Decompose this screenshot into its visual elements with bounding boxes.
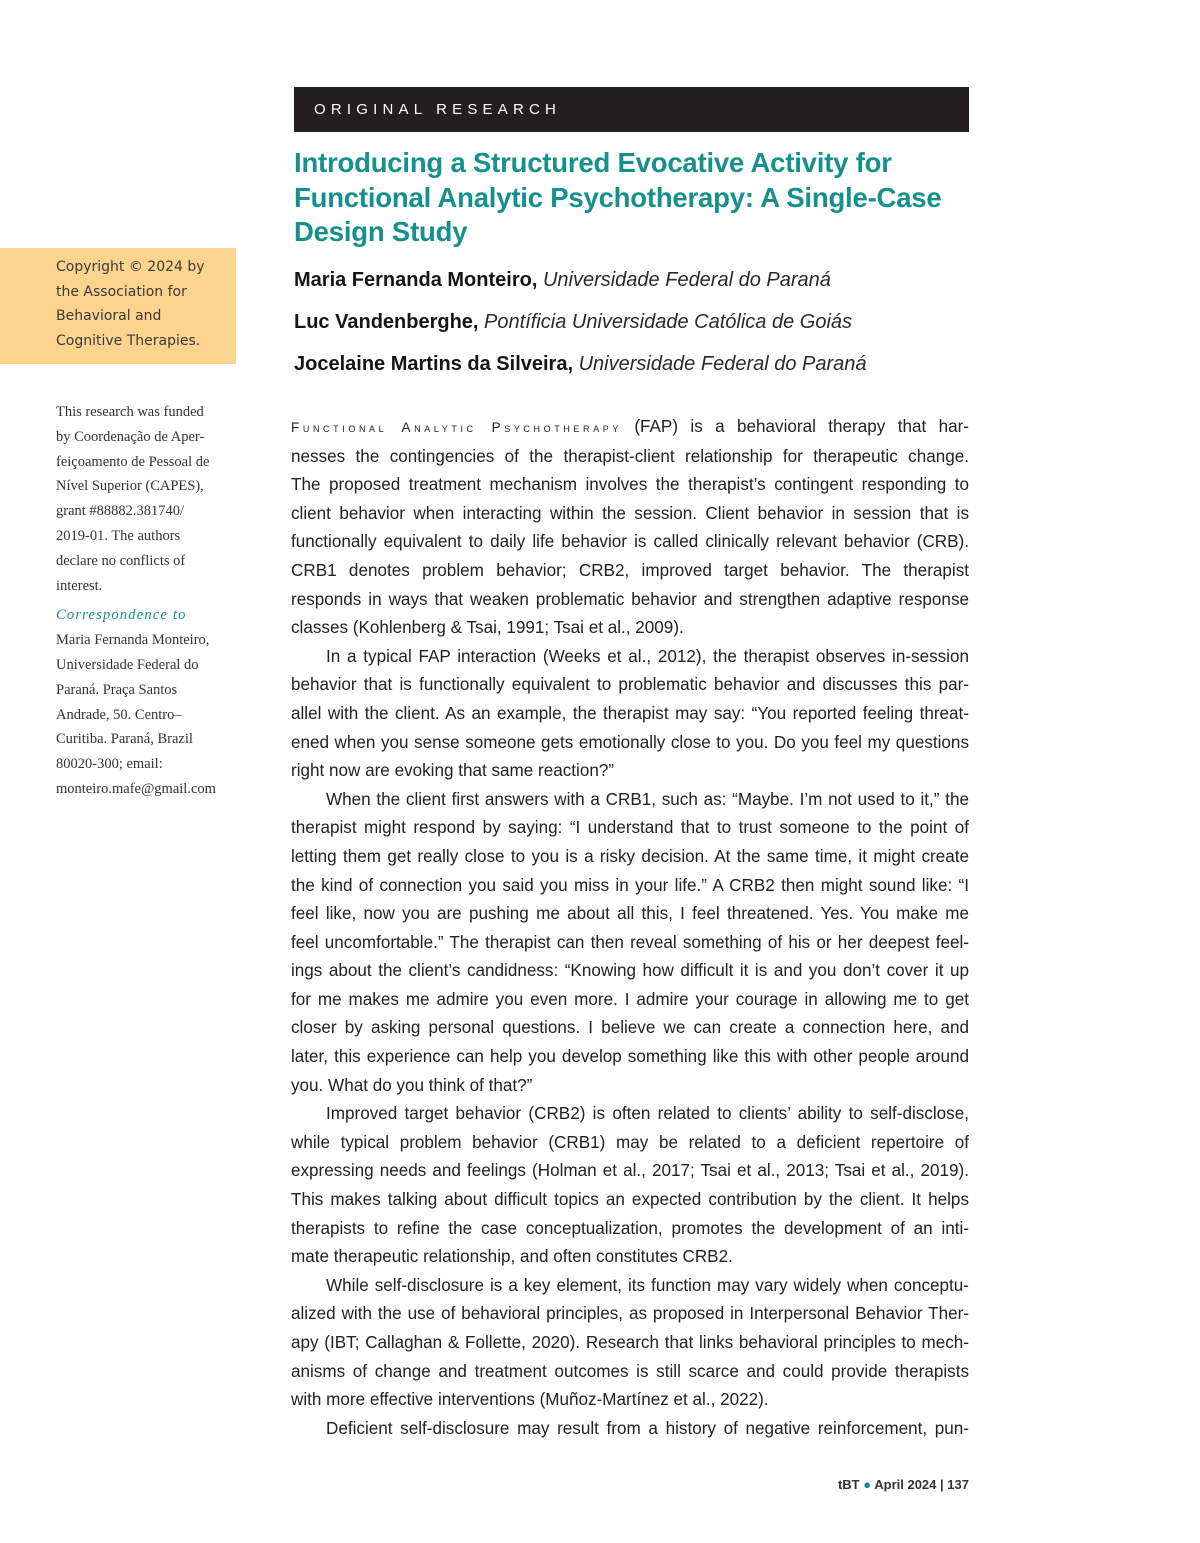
author-name: Jocelaine Martins da Silveira,: [294, 353, 574, 375]
correspondence-line: 80020-300; email:: [56, 756, 163, 773]
article-title: [294, 146, 984, 250]
body-line: later, this experience can help you develop something like this with other people around: [291, 1047, 969, 1067]
copyright-box: [0, 248, 236, 364]
correspondence-line: Andrade, 50. Centro–: [56, 706, 182, 723]
sidebar-notes: [56, 400, 236, 802]
issue-date: April 2024: [874, 1477, 937, 1492]
funding-line: interest.: [56, 577, 103, 594]
bullet-icon: ●: [863, 1477, 872, 1492]
body-line: apy (IBT; Callaghan & Follette, 2020). Research that links behavioral principles to mech-: [291, 1333, 969, 1352]
author-1: [294, 267, 994, 293]
author-affiliation: Universidade Federal do Paraná: [578, 353, 867, 375]
page-footer: [838, 1477, 969, 1492]
body-line: The proposed treatment mechanism involves the therapist’s contingent responding to: [291, 475, 969, 495]
title-line: Functional Analytic Psychotherapy: A Single-Case: [294, 181, 942, 213]
author-affiliation: Universidade Federal do Paraná: [542, 269, 831, 291]
copyright-line: Copyright © 2024 by: [56, 259, 205, 275]
correspondence-line: Maria Fernanda Monteiro,: [56, 632, 210, 649]
copyright-line: the Association for: [56, 283, 187, 300]
body-line: closer by asking personal questions. I believe we can create a connection here, and: [291, 1018, 969, 1038]
funding-note: [56, 400, 236, 598]
funding-line: 2019-01. The authors: [56, 527, 181, 544]
body-line: This makes talking about difficult topics an expected contribution by the client. It helps: [291, 1190, 969, 1210]
body-line: right now are evoking that same reaction?”: [291, 761, 615, 781]
body-line: allel with the client. As an example, the therapist may say: “You reported feeling threat-: [291, 703, 969, 723]
author-name: Maria Fernanda Monteiro,: [294, 269, 538, 291]
body-line: Improved target behavior (CRB2) is often related to clients’ ability to self-disclose,: [326, 1104, 969, 1124]
body-line: the kind of connection you said you miss in your life.” A CRB2 then might sound like: “I: [291, 875, 969, 895]
correspondence-line: Curitiba. Paraná, Brazil: [56, 731, 193, 748]
body-line: classes (Kohlenberg & Tsai, 1991; Tsai et al., 2009).: [291, 618, 684, 638]
body-line: therapists to refine the case conceptualization, promotes the development of an inti-: [291, 1218, 969, 1238]
body-line: feel like, now you are pushing me about all this, I feel threatened. Yes. You make me: [291, 904, 969, 924]
author-2: [294, 309, 994, 335]
body-line: When the client first answers with a CRB1, such as: “Maybe. I’m not used to it,” the: [326, 789, 969, 809]
lead-smallcaps: Functional Analytic Psychotherapy: [291, 420, 622, 435]
body-line: ened when you sense someone gets emotionally close to you. Do you feel my questions: [291, 732, 969, 752]
body-line: responds in ways that weaken problematic behavior and strengthen adaptive response: [291, 589, 969, 609]
section-label: ORIGINAL RESEARCH: [314, 101, 562, 118]
body-lines: [291, 443, 969, 1444]
body-line: Deficient self-disclosure may result from a history of negative reinforcement, pun-: [326, 1418, 969, 1438]
body-line: with more effective interventions (Muñoz-Martínez et al., 2022).: [291, 1390, 769, 1410]
lead-rest: (FAP) is a behavioral therapy that har-: [621, 417, 969, 436]
body-line: you. What do you think of that?”: [291, 1075, 533, 1095]
body-line: behavior that is functionally equivalent to problematic behavior and discusses this par-: [291, 675, 969, 695]
body-line: nesses the contingencies of the therapist-client relationship for therapeutic change.: [291, 446, 969, 466]
article-body: [291, 413, 969, 1443]
body-line: feel uncomfortable.” The therapist can then reveal something of his or her deepest feel-: [291, 932, 969, 952]
body-line: anisms of change and treatment outcomes is still scarce and could provide therapists: [291, 1361, 969, 1381]
correspondence-line: Universidade Federal do: [56, 656, 199, 673]
title-line: Introducing a Structured Evocative Activity for: [294, 147, 892, 178]
body-line: therapist might respond by saying: “I understand that to trust someone to the point of: [291, 818, 969, 838]
author-name: Luc Vandenberghe,: [294, 311, 479, 333]
author-affiliation: Pontíficia Universidade Católica de Goiás: [484, 311, 853, 333]
body-line: mate therapeutic relationship, and often constitutes CRB2.: [291, 1247, 733, 1267]
body-line: ings about the client’s candidness: “Knowing how difficult it is and you don’t cover it up: [291, 961, 969, 981]
section-label-banner: [294, 87, 969, 132]
footer-separator: |: [940, 1477, 944, 1492]
body-line: for me makes me admire you even more. I admire your courage in allowing me to get: [291, 989, 969, 1009]
correspondence-email: monteiro.mafe@gmail.com: [56, 780, 216, 797]
correspondence-note: [56, 628, 236, 802]
correspondence-line: Paraná. Praça Santos: [56, 681, 178, 698]
body-lead-line: [291, 413, 969, 443]
funding-line: feiçoamento de Pessoal de: [56, 453, 210, 470]
author-3: [294, 351, 994, 377]
funding-line: declare no conflicts of: [56, 552, 186, 569]
journal-abbrev: tBT: [837, 1477, 860, 1492]
body-line: CRB1 denotes problem behavior; CRB2, improved target behavior. The therapist: [291, 560, 969, 580]
funding-line: by Coordenação de Aper-: [56, 428, 205, 445]
funding-line: This research was funded: [56, 404, 204, 420]
body-line: letting them get really close to you is a risky decision. At the same time, it might create: [291, 846, 969, 866]
body-line: client behavior when interacting within the session. Client behavior in session that is: [291, 503, 969, 523]
body-line: while typical problem behavior (CRB1) may be related to a deficient repertoire of: [291, 1132, 969, 1152]
body-line: functionally equivalent to daily life behavior is called clinically relevant behavior (CRB).: [291, 532, 969, 552]
funding-line: Nível Superior (CAPES),: [56, 478, 204, 495]
copyright-line: Behavioral and: [56, 308, 162, 324]
body-line: expressing needs and feelings (Holman et al., 2017; Tsai et al., 2013; Tsai et al., 2019).: [291, 1161, 969, 1181]
copyright-line: Cognitive Therapies.: [56, 332, 201, 349]
funding-line: grant #88882.381740/: [56, 503, 185, 520]
body-line: alized with the use of behavioral principles, as proposed in Interpersonal Behavior Ther-: [291, 1304, 969, 1324]
body-line: In a typical FAP interaction (Weeks et al., 2012), the therapist observes in-session: [326, 646, 969, 666]
title-line: Design Study: [294, 216, 468, 247]
body-line: While self-disclosure is a key element, its function may vary widely when conceptu-: [326, 1275, 969, 1295]
page-number: 137: [947, 1477, 969, 1492]
correspondence-heading: Correspondence to: [56, 607, 187, 624]
